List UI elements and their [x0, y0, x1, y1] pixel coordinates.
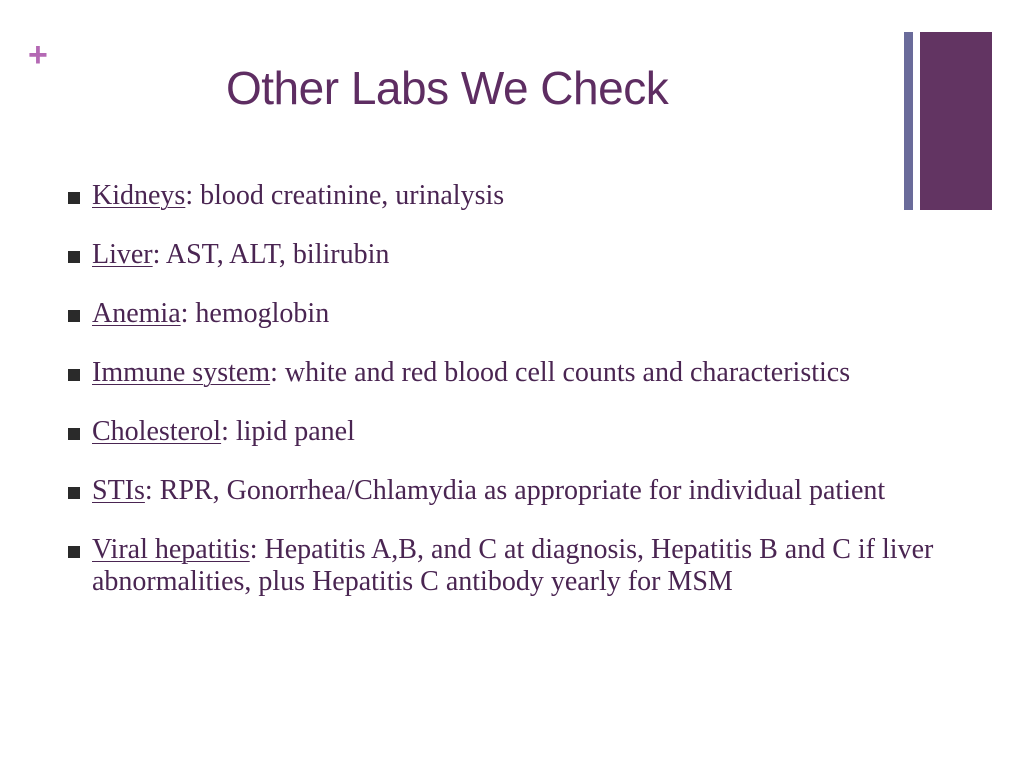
square-bullet-icon [68, 369, 80, 381]
square-bullet-icon [68, 487, 80, 499]
bullet-separator: : [180, 298, 189, 329]
bullet-viral-hepatitis [68, 534, 948, 598]
bullet-separator: : [221, 416, 229, 447]
bullet-anemia [68, 298, 948, 330]
slide-title: Other Labs We Check [226, 62, 669, 114]
bullet-text: blood creatinine, urinalysis [193, 180, 505, 211]
bullet-term: Cholesterol [92, 416, 222, 447]
bullet-stis [68, 475, 948, 507]
bullet-text: Hepatitis A,B, and C at diagnosis, Hepatitis B and C if liver abnormalities, plus Hepatitis C antibody yearly for MSM [92, 534, 934, 597]
bullet-list [68, 180, 948, 625]
square-bullet-icon [68, 310, 80, 322]
bullet-text: white and red blood cell counts and characteristics [277, 357, 851, 388]
bullet-term: Liver [92, 239, 153, 270]
bullet-kidneys [68, 180, 948, 212]
square-bullet-icon [68, 192, 80, 204]
bullet-separator: : [249, 534, 258, 565]
bullet-separator: : [152, 239, 161, 270]
bullet-separator: : [185, 180, 194, 211]
bullet-separator: : [144, 475, 153, 506]
bullet-text: AST, ALT, bilirubin [160, 239, 390, 270]
bullet-term: Immune system [92, 357, 271, 388]
bullet-liver [68, 239, 948, 271]
bullet-term: Kidneys [92, 180, 186, 211]
bullet-term: Viral hepatitis [92, 534, 250, 565]
bullet-text: hemoglobin [188, 298, 330, 329]
bullet-text: lipid panel [228, 416, 355, 447]
bullet-cholesterol [68, 416, 948, 448]
bullet-text: RPR, Gonorrhea/Chlamydia as appropriate for individual patient [152, 475, 886, 506]
square-bullet-icon [68, 546, 80, 558]
square-bullet-icon [68, 251, 80, 263]
plus-icon: + [28, 36, 48, 74]
bullet-immune-system [68, 357, 948, 389]
bullet-term: STIs [92, 475, 145, 506]
square-bullet-icon [68, 428, 80, 440]
bullet-term: Anemia [92, 298, 181, 329]
bullet-separator: : [270, 357, 278, 388]
